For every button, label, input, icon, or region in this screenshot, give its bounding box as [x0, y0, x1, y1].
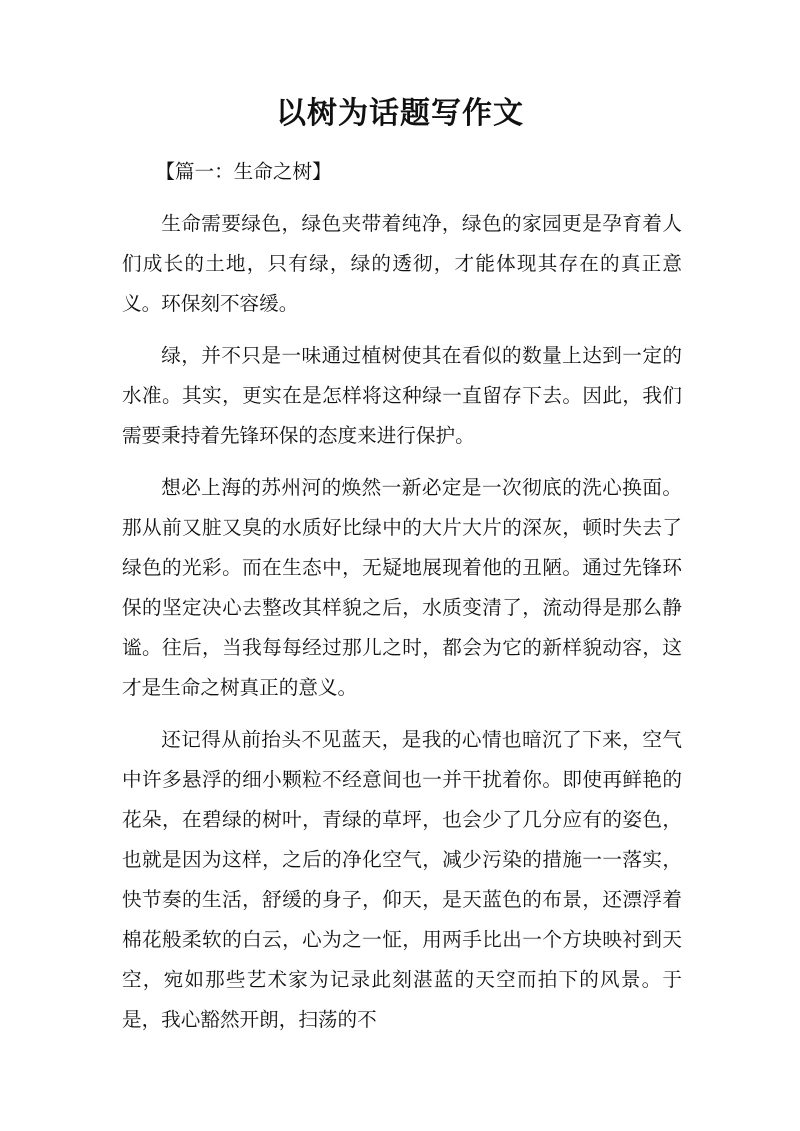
paragraph-3: 想必上海的苏州河的焕然一新必定是一次彻底的洗心换面。那从前又脏又臭的水质好比绿中的大片大片的深灰，顿时失去了绿色的光彩。而在生态中，无疑地展现着他的丑陋。通过先锋环保的坚定决心去整改其样貌之后，水质变清了，流动得是那么静谧。往后，当我每每经过那儿之时，都会为它的新样貌动容，这才是生命之树真正的意义。	[122, 476, 682, 699]
paragraph-2: 绿，并不只是一味通过植树使其在看似的数量上达到一定的水准。其实，更实在是怎样将这种绿一直留存下去。因此，我们需要秉持着先锋环保的态度来进行保护。	[122, 344, 682, 447]
paragraph-1: 生命需要绿色，绿色夹带着纯净，绿色的家园更是孕育着人们成长的土地，只有绿，绿的透彻，才能体现其存在的真正意义。环保刻不容缓。	[122, 212, 682, 315]
document-title: 以树为话题写作文	[276, 96, 524, 131]
paragraph-4: 还记得从前抬头不见蓝天，是我的心情也暗沉了下来，空气中许多悬浮的细小颗粒不经意间也一并干扰着你。即使再鲜艳的花朵，在碧绿的树叶，青绿的草坪，也会少了几分应有的姿色，也就是因为这样，之后的净化空气，减少污染的措施一一落实，快节奏的生活，舒缓的身子，仰天，是天蓝色的布景，还漂浮着棉花般柔软的白云，心为之一怔，用两手比出一个方块映衬到天空，宛如那些艺术家为记录此刻湛蓝的天空而拍下的风景。于是，我心豁然开朗，扫荡的不	[122, 728, 682, 1031]
section-heading: 【篇一：生命之树】	[155, 160, 332, 183]
document-body	[122, 152, 682, 1040]
